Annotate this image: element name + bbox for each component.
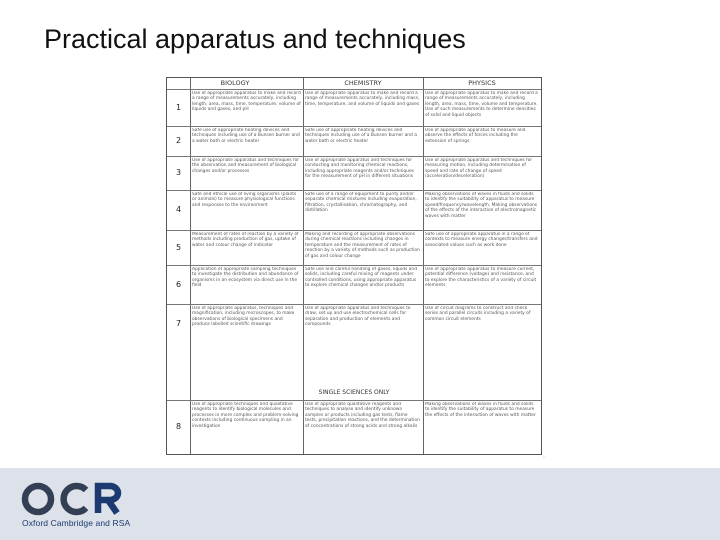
table-cell-biology: Safe and ethical use of living organisms (plants or animals) to measure physiological functions and responses to the environment	[192, 192, 297, 208]
table-cell-chemistry: Use of appropriate apparatus and techniques to draw, set up and use electrochemical cells for separation and production of elements and compounds	[305, 306, 411, 328]
row-divider	[167, 304, 541, 305]
table-cell-chemistry: Safe use and careful handling of gases, liquids and solids, including careful mixing of reagents under controlled conditions, using appropriate apparatus to explore chemical changes and/or products	[305, 267, 417, 289]
row-divider	[167, 265, 541, 266]
row-divider	[167, 230, 541, 231]
table-cell-physics: Making observations of waves in fluids and solids to identify the suitability of apparatus to measure the effects of the interaction of waves with matter	[425, 402, 536, 418]
logo-letter-o	[25, 486, 51, 512]
table-cell-biology: Use of appropriate techniques and qualitative reagents to identify biological molecules and processes in more complex and problem-solving contexts including continuous sampling in an investigation	[192, 402, 299, 429]
header-biology: BIOLOGY	[167, 78, 303, 90]
row-divider	[167, 400, 541, 401]
logo-subtitle: Oxford Cambridge and RSA	[22, 518, 131, 528]
header-physics: PHYSICS	[423, 78, 541, 90]
row-number: 3	[175, 168, 182, 177]
table-grid	[167, 78, 541, 454]
table-cell-biology: Use of appropriate apparatus to make and record a range of measurements accurately, including length, area, mass, time, temperature, volume of liquids and gases, and pH	[192, 91, 301, 113]
row-number: 7	[175, 318, 182, 328]
table-cell-biology: Use of appropriate apparatus, techniques and magnification, including microscopes, to make observations of biological specimens and produce labelled scientific drawings	[192, 306, 295, 328]
table-cell-physics: Use of appropriate apparatus to measure and observe the effects of forces including the extension of springs	[425, 128, 526, 144]
table-cell-biology: Application of appropriate sampling techniques to investigate the distribution and abundance of organisms in an ecosystem via direct use in the field	[192, 267, 299, 289]
corner-mark: ▫	[543, 455, 545, 461]
table-cell-physics: Making observations of waves in fluids and solids to identify the suitability of apparatus to measure speed/frequency/wavelength. Making observations of the effects of the interaction of electromagnetic waves with matter	[425, 192, 538, 219]
row-divider	[167, 89, 541, 90]
table-cell-physics: Safe use of appropriate apparatus in a range of contexts to measure energy changes/transfers and associated values such as work done	[425, 232, 538, 248]
row-number: 2	[175, 136, 182, 145]
row-number: 4	[175, 205, 182, 214]
row-number: 8	[175, 422, 182, 431]
single-sciences-header: SINGLE SCIENCES ONLY	[167, 386, 541, 401]
table-cell-physics: Use of appropriate apparatus to measure current, potential difference (voltage) and resistance, and to explore the characteristics of a variety of circuit elements	[425, 267, 537, 289]
table-cell-chemistry: Use of appropriate qualitative reagents and techniques to analyse and identify unknown samples or products including gas tests, flame tests, precipitation reactions, and the determination of concentrations of strong acids and strong alkalis	[305, 402, 420, 429]
apparatus-techniques-table	[166, 77, 542, 455]
header-chemistry: CHEMISTRY	[303, 78, 423, 90]
row-number: 5	[175, 242, 182, 252]
table-cell-physics: Use of appropriate apparatus and techniques for measuring motion, including determination of speed and rate of change of speed (acceleration/deceleration)	[425, 158, 533, 180]
logo-letter-r	[98, 486, 118, 513]
slide-title: Practical apparatus and techniques	[44, 24, 466, 54]
table-cell-physics: Use of appropriate apparatus to make and record a range of measurements accurately, including length, area, mass, time, volume and temperature. Use of such measurements to determine densities of solid and liquid objects	[425, 91, 538, 118]
table-cell-chemistry: Use of appropriate apparatus and techniques for conducting and monitoring chemical reactions, including appropriate reagents and/or techniques for the measurement of pH in different situations	[305, 158, 414, 180]
logo-letter-c	[64, 486, 86, 512]
table-cell-biology: Measurement of rates of reaction by a variety of methods including production of gas, uptake of water and colour change of indicator	[192, 232, 299, 248]
row-divider	[167, 156, 541, 157]
table-cell-biology: Use of appropriate apparatus and techniques for the observation and measurement of biological changes and/or processes	[192, 158, 300, 174]
row-divider	[167, 190, 541, 191]
table-cell-physics: Use of circuit diagrams to construct and check series and parallel circuits including a variety of common circuit elements	[425, 306, 531, 322]
table-cell-chemistry: Making and recording of appropriate observations during chemical reactions including changes in temperature and the measurement of rates of reaction by a variety of methods such as production of gas and colour change	[305, 232, 420, 259]
table-cell-chemistry: Use of appropriate apparatus to make and record a range of measurements accurately, including mass, time, temperature, and volume of liquids and gases	[305, 91, 420, 107]
table-cell-chemistry: Safe use of appropriate heating devices and techniques including use of a Bunsen burner and a water bath or electric heater	[305, 128, 417, 144]
table-cell-chemistry: Safe use of a range of equipment to purify and/or separate chemical mixtures including evaporation, filtration, crystallisation, chromatography, and distillation	[305, 192, 417, 214]
table-cell-biology: Safe use of appropriate heating devices and techniques including use of a Bunsen burner and a water bath or electric heater	[192, 128, 300, 144]
row-number: 6	[175, 279, 182, 289]
row-number: 1	[175, 102, 182, 112]
row-divider	[167, 126, 541, 127]
